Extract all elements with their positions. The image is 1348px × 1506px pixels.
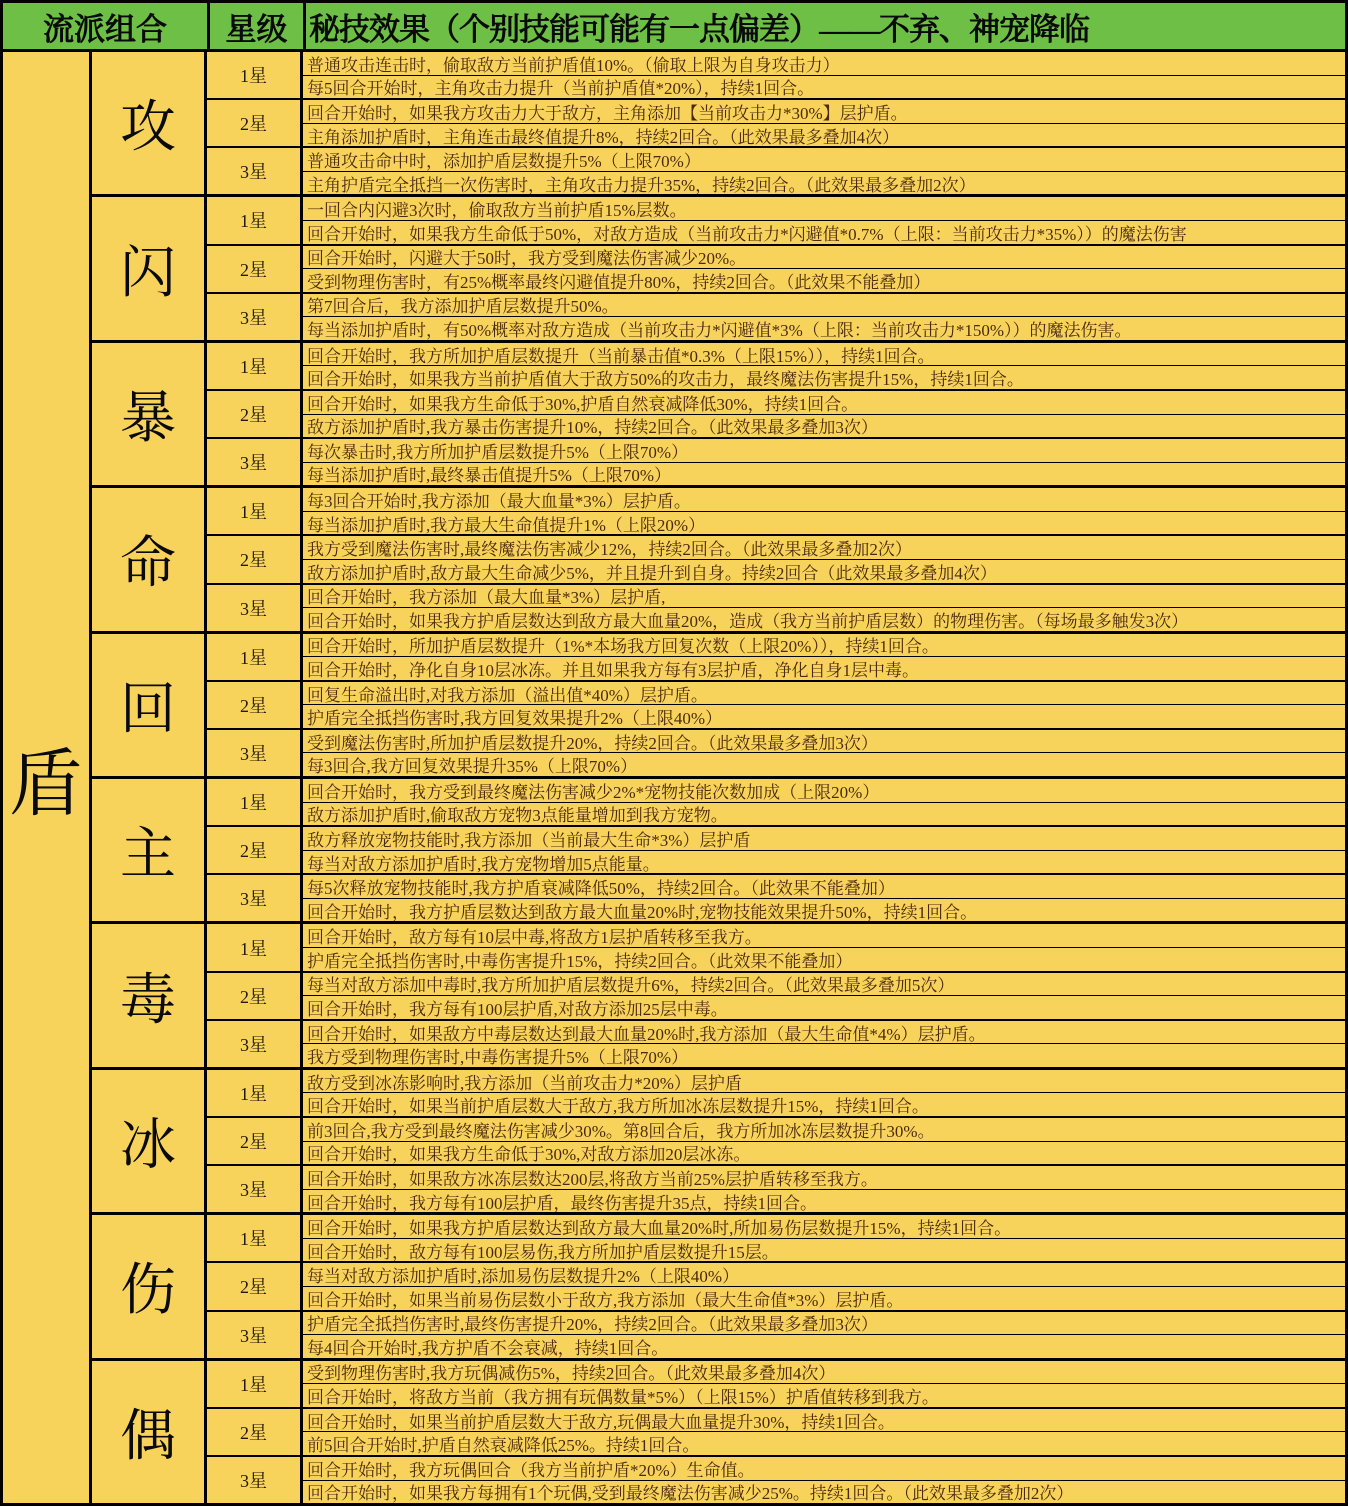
star-level-label: 2星	[207, 1263, 303, 1309]
star-level-label: 3星	[207, 439, 303, 485]
effect-text: 回合开始时，如果我方生命低于50%，对敌方造成（当前攻击力*闪避值*0.7%（上限：当前攻击力*35%））的魔法伤害	[307, 224, 1187, 244]
star-level-label: 3星	[207, 148, 303, 194]
group-label: 闪	[92, 197, 207, 339]
effect-lines	[303, 973, 1345, 1019]
group-row	[92, 779, 1345, 924]
effect-lines	[303, 1312, 1345, 1358]
star-row	[207, 682, 1345, 730]
star-row	[207, 1070, 1345, 1118]
star-level-label: 1星	[207, 52, 303, 98]
star-level-label: 3星	[207, 1166, 303, 1212]
star-level-label: 2星	[207, 246, 303, 292]
effect-text: 回合开始时，如果我方护盾层数达到敌方最大血量20%时,所加易伤层数提升15%，持续1回合。	[303, 1215, 1345, 1239]
star-level-label: 2星	[207, 391, 303, 437]
effect-text: 敌方释放宠物技能时,我方添加（当前最大生命*3%）层护盾	[303, 827, 1345, 851]
group-label: 伤	[92, 1215, 207, 1357]
effect-lines	[303, 1263, 1345, 1309]
group-row	[92, 1361, 1345, 1503]
group-row	[92, 1215, 1345, 1360]
star-row	[207, 246, 1345, 294]
effect-lines	[303, 682, 1345, 728]
effect-text: 回合开始时，如果我方当前护盾值大于敌方50%的攻击力，最终魔法伤害提升15%，持续1回合。	[307, 370, 1024, 389]
star-row	[207, 730, 1345, 776]
effect-lines	[303, 197, 1345, 243]
effect-text: 普通攻击连击时，偷取敌方当前护盾值10%。（偷取上限为自身攻击力）	[303, 52, 1345, 76]
group-row	[92, 634, 1345, 779]
star-row	[207, 827, 1345, 875]
effect-text: 回合开始时，我方所加护盾层数提升（当前暴击值*0.3%（上限15%）），持续1回合。	[303, 343, 1345, 367]
star-row	[207, 100, 1345, 148]
star-level-label: 3星	[207, 585, 303, 631]
effect-text: 主角添加护盾时，主角连击最终值提升8%，持续2回合。（此效果最多叠加4次）	[307, 127, 900, 147]
effect-text: 回合开始时，闪避大于50时，我方受到魔法伤害减少20%。	[303, 246, 1345, 270]
header-faction-combo: 流派组合	[3, 3, 210, 49]
star-level-label: 1星	[207, 1361, 303, 1407]
star-row	[207, 439, 1345, 485]
star-row	[207, 536, 1345, 584]
group-rows	[92, 52, 1345, 1503]
star-row	[207, 1021, 1345, 1067]
effect-text: 每当添加护盾时,我方最大生命值提升1%（上限20%）	[307, 515, 706, 535]
effect-text: 回合开始时，如果我方生命低于30%,护盾自然衰减降低30%，持续1回合。	[303, 391, 1345, 415]
star-level-label: 1星	[207, 488, 303, 534]
effect-text: 回合开始时，如果当前护盾层数大于敌方,玩偶最大血量提升30%，持续1回合。	[303, 1409, 1345, 1433]
effect-text: 回合开始时，如果我方生命低于30%,对敌方添加20层冰冻。	[307, 1145, 751, 1165]
star-row	[207, 1263, 1345, 1311]
effect-text: 主角护盾完全抵挡一次伤害时，主角攻击力提升35%，持续2回合。（此效果最多叠加2次）	[307, 175, 976, 195]
star-level-label: 2星	[207, 973, 303, 1019]
effect-text: 护盾完全抵挡伤害时,中毒伤害提升15%，持续2回合。（此效果不能叠加）	[307, 951, 853, 971]
star-row	[207, 52, 1345, 100]
effect-text: 回合开始时，我方玩偶回合（我方当前护盾*20%）生命值。	[303, 1457, 1345, 1481]
group-star-rows	[207, 343, 1345, 485]
group-star-rows	[207, 634, 1345, 776]
star-row	[207, 391, 1345, 439]
faction-label: 盾	[3, 52, 92, 1503]
effect-lines	[303, 1361, 1345, 1407]
effect-lines	[303, 100, 1345, 146]
group-star-rows	[207, 1070, 1345, 1212]
effect-lines	[303, 246, 1345, 292]
star-row	[207, 779, 1345, 827]
header-star-level: 星级	[210, 3, 306, 49]
star-row	[207, 1118, 1345, 1166]
effect-text: 回合开始时，我方受到最终魔法伤害减少2%*宠物技能次数加成（上限20%）	[303, 779, 1345, 803]
header-effects-title: 秘技效果（个别技能可能有一点偏差）——不弃、神宠降临	[309, 11, 1089, 47]
effect-text: 敌方添加护盾时,我方暴击伤害提升10%，持续2回合。（此效果最多叠加3次）	[307, 418, 878, 438]
effect-lines	[303, 1021, 1345, 1067]
effect-text: 受到物理伤害时,我方玩偶减伤5%，持续2回合。（此效果最多叠加4次）	[303, 1361, 1345, 1385]
group-star-rows	[207, 52, 1345, 194]
star-row	[207, 973, 1345, 1021]
effect-lines	[303, 52, 1345, 98]
effect-lines	[303, 1166, 1345, 1212]
effect-text: 回合开始时，如果我方攻击力大于敌方，主角添加【当前攻击力*30%】层护盾。	[303, 100, 1345, 124]
star-level-label: 1星	[207, 1070, 303, 1116]
star-row	[207, 1409, 1345, 1457]
effect-lines	[303, 1457, 1345, 1503]
effect-lines	[303, 634, 1345, 680]
star-level-label: 3星	[207, 730, 303, 776]
effect-text: 回合开始时，如果当前护盾层数大于敌方,我方所加冰冻层数提升15%，持续1回合。	[307, 1097, 929, 1116]
effect-text: 前5回合开始时,护盾自然衰减降低25%。持续1回合。	[307, 1436, 700, 1455]
effect-lines	[303, 1118, 1345, 1164]
effect-text: 回合开始时，如果我方每拥有1个玩偶,受到最终魔法伤害减少25%。持续1回合。（此效果最多叠加2次）	[307, 1484, 1074, 1504]
group-star-rows	[207, 924, 1345, 1066]
table-header-row	[3, 3, 1345, 52]
star-level-label: 3星	[207, 1021, 303, 1067]
star-level-label: 1星	[207, 1215, 303, 1261]
effect-text: 回合开始时，我方添加（最大血量*3%）层护盾,	[303, 585, 1345, 609]
star-level-label: 3星	[207, 1457, 303, 1503]
effect-text: 回合开始时，净化自身10层冰冻。并且如果我方每有3层护盾，净化自身1层中毒。	[307, 661, 919, 680]
effect-text: 回复生命溢出时,对我方添加（溢出值*40%）层护盾。	[303, 682, 1345, 706]
group-row	[92, 1070, 1345, 1215]
effect-text: 受到魔法伤害时,所加护盾层数提升20%，持续2回合。（此效果最多叠加3次）	[303, 730, 1345, 754]
group-row	[92, 197, 1345, 342]
group-star-rows	[207, 197, 1345, 339]
group-star-rows	[207, 779, 1345, 921]
group-label: 偶	[92, 1361, 207, 1503]
star-level-label: 2星	[207, 100, 303, 146]
group-label: 回	[92, 634, 207, 776]
star-level-label: 1星	[207, 924, 303, 970]
effect-text: 每当添加护盾时,最终暴击值提升5%（上限70%）	[307, 466, 672, 486]
effect-lines	[303, 779, 1345, 825]
effect-text: 每5回合开始时，主角攻击力提升（当前护盾值*20%），持续1回合。	[307, 79, 815, 99]
star-row	[207, 197, 1345, 245]
effect-lines	[303, 391, 1345, 437]
effect-lines	[303, 488, 1345, 534]
effect-text: 回合开始时，如果敌方中毒层数达到最大血量20%时,我方添加（最大生命值*4%）层护盾。	[303, 1021, 1345, 1045]
star-row	[207, 634, 1345, 682]
effect-lines	[303, 1215, 1345, 1261]
group-label: 攻	[92, 52, 207, 194]
star-row	[207, 488, 1345, 536]
star-row	[207, 1457, 1345, 1503]
effect-lines	[303, 439, 1345, 485]
effect-text: 每3回合开始时,我方添加（最大血量*3%）层护盾。	[303, 488, 1345, 512]
group-row	[92, 488, 1345, 633]
group-star-rows	[207, 1361, 1345, 1503]
star-row	[207, 875, 1345, 921]
star-level-label: 2星	[207, 1409, 303, 1455]
effect-lines	[303, 827, 1345, 873]
effect-text: 回合开始时，敌方每有100层易伤,我方所加护盾层数提升15层。	[307, 1242, 779, 1262]
group-label: 毒	[92, 924, 207, 1066]
star-level-label: 1星	[207, 197, 303, 243]
effect-text: 回合开始时，我方护盾层数达到敌方最大血量20%时,宠物技能效果提升50%，持续1回合。	[307, 902, 978, 922]
group-star-rows	[207, 488, 1345, 630]
effect-lines	[303, 875, 1345, 921]
star-row	[207, 585, 1345, 631]
effect-text: 敌方添加护盾时,偷取敌方宠物3点能量增加到我方宠物。	[307, 806, 728, 826]
effect-text: 回合开始时，所加护盾层数提升（1%*本场我方回复次数（上限20%）），持续1回合。	[303, 634, 1345, 658]
effect-text: 敌方受到冰冻影响时,我方添加（当前攻击力*20%）层护盾	[303, 1070, 1345, 1094]
effect-text: 护盾完全抵挡伤害时,我方回复效果提升2%（上限40%）	[307, 709, 723, 728]
effect-text: 回合开始时，如果当前易伤层数小于敌方,我方添加（最大生命值*3%）层护盾。	[307, 1290, 904, 1310]
group-label: 冰	[92, 1070, 207, 1212]
effect-text: 回合开始时，将敌方当前（我方拥有玩偶数量*5%）（上限15%）护盾值转移到我方。	[307, 1388, 939, 1407]
star-row	[207, 1215, 1345, 1263]
star-level-label: 2星	[207, 827, 303, 873]
star-level-label: 1星	[207, 343, 303, 389]
star-row	[207, 1312, 1345, 1358]
group-label: 主	[92, 779, 207, 921]
effect-text: 回合开始时，我方每有100层护盾,对敌方添加25层中毒。	[307, 999, 728, 1019]
star-level-label: 3星	[207, 875, 303, 921]
effect-lines	[303, 1409, 1345, 1455]
effect-lines	[303, 730, 1345, 776]
star-row	[207, 343, 1345, 391]
group-label: 暴	[92, 343, 207, 485]
effect-lines	[303, 924, 1345, 970]
effect-lines	[303, 294, 1345, 340]
effect-text: 回合开始时，如果敌方冰冻层数达200层,将敌方当前25%层护盾转移至我方。	[303, 1166, 1345, 1190]
effect-text: 回合开始时，如果我方护盾层数达到敌方最大血量20%，造成（我方当前护盾层数）的物理伤害。（每场最多触发3次）	[307, 611, 1189, 631]
star-row	[207, 294, 1345, 340]
star-level-label: 3星	[207, 294, 303, 340]
effect-text: 每当添加护盾时，有50%概率对敌方造成（当前攻击力*闪避值*3%（上限：当前攻击力*150%））的魔法伤害。	[307, 321, 1132, 340]
effect-lines	[303, 585, 1345, 631]
star-row	[207, 1166, 1345, 1212]
effect-text: 每当对敌方添加中毒时,我方所加护盾层数提升6%，持续2回合。（此效果最多叠加5次）	[303, 973, 1345, 997]
effect-text: 每5次释放宠物技能时,我方护盾衰减降低50%，持续2回合。（此效果不能叠加）	[303, 875, 1345, 899]
effect-text: 普通攻击命中时，添加护盾层数提升5%（上限70%）	[303, 148, 1345, 172]
group-row	[92, 52, 1345, 197]
star-row	[207, 148, 1345, 194]
effect-lines	[303, 1070, 1345, 1116]
effect-text: 每次暴击时,我方所加护盾层数提升5%（上限70%）	[303, 439, 1345, 463]
star-level-label: 3星	[207, 1312, 303, 1358]
effect-lines	[303, 536, 1345, 582]
star-level-label: 1星	[207, 779, 303, 825]
star-level-label: 2星	[207, 536, 303, 582]
star-level-label: 2星	[207, 682, 303, 728]
star-level-label: 2星	[207, 1118, 303, 1164]
group-row	[92, 924, 1345, 1069]
star-row	[207, 1361, 1345, 1409]
star-row	[207, 924, 1345, 972]
group-label: 命	[92, 488, 207, 630]
group-star-rows	[207, 1215, 1345, 1357]
effect-text: 护盾完全抵挡伤害时,最终伤害提升20%，持续2回合。（此效果最多叠加3次）	[303, 1312, 1345, 1336]
effect-text: 一回合内闪避3次时，偷取敌方当前护盾15%层数。	[303, 197, 1345, 221]
effect-text: 每4回合开始时,我方护盾不会衰减，持续1回合。	[307, 1338, 669, 1358]
effect-text: 回合开始时，我方每有100层护盾，最终伤害提升35点，持续1回合。	[307, 1193, 817, 1213]
effect-text: 每当对敌方添加护盾时,我方宠物增加5点能量。	[307, 854, 660, 874]
effect-text: 前3回合,我方受到最终魔法伤害减少30%。第8回合后，我方所加冰冻层数提升30%。	[303, 1118, 1345, 1142]
effect-text: 敌方添加护盾时,敌方最大生命减少5%，并且提升到自身。持续2回合（此效果最多叠加4次）	[307, 563, 997, 583]
star-level-label: 1星	[207, 634, 303, 680]
effect-text: 受到物理伤害时，有25%概率最终闪避值提升80%，持续2回合。（此效果不能叠加）	[307, 272, 931, 292]
group-row	[92, 343, 1345, 488]
effect-lines	[303, 343, 1345, 389]
effect-text: 每3回合,我方回复效果提升35%（上限70%）	[307, 757, 638, 777]
effect-text: 我方受到魔法伤害时,最终魔法伤害减少12%，持续2回合。（此效果最多叠加2次）	[303, 536, 1345, 560]
effect-text: 回合开始时，敌方每有10层中毒,将敌方1层护盾转移至我方。	[303, 924, 1345, 948]
table-body	[3, 52, 1345, 1503]
effect-lines	[303, 148, 1345, 194]
effect-text: 第7回合后，我方添加护盾层数提升50%。	[303, 294, 1345, 318]
effect-text: 每当对敌方添加护盾时,添加易伤层数提升2%（上限40%）	[303, 1263, 1345, 1287]
effect-text: 我方受到物理伤害时,中毒伤害提升5%（上限70%）	[307, 1048, 689, 1067]
